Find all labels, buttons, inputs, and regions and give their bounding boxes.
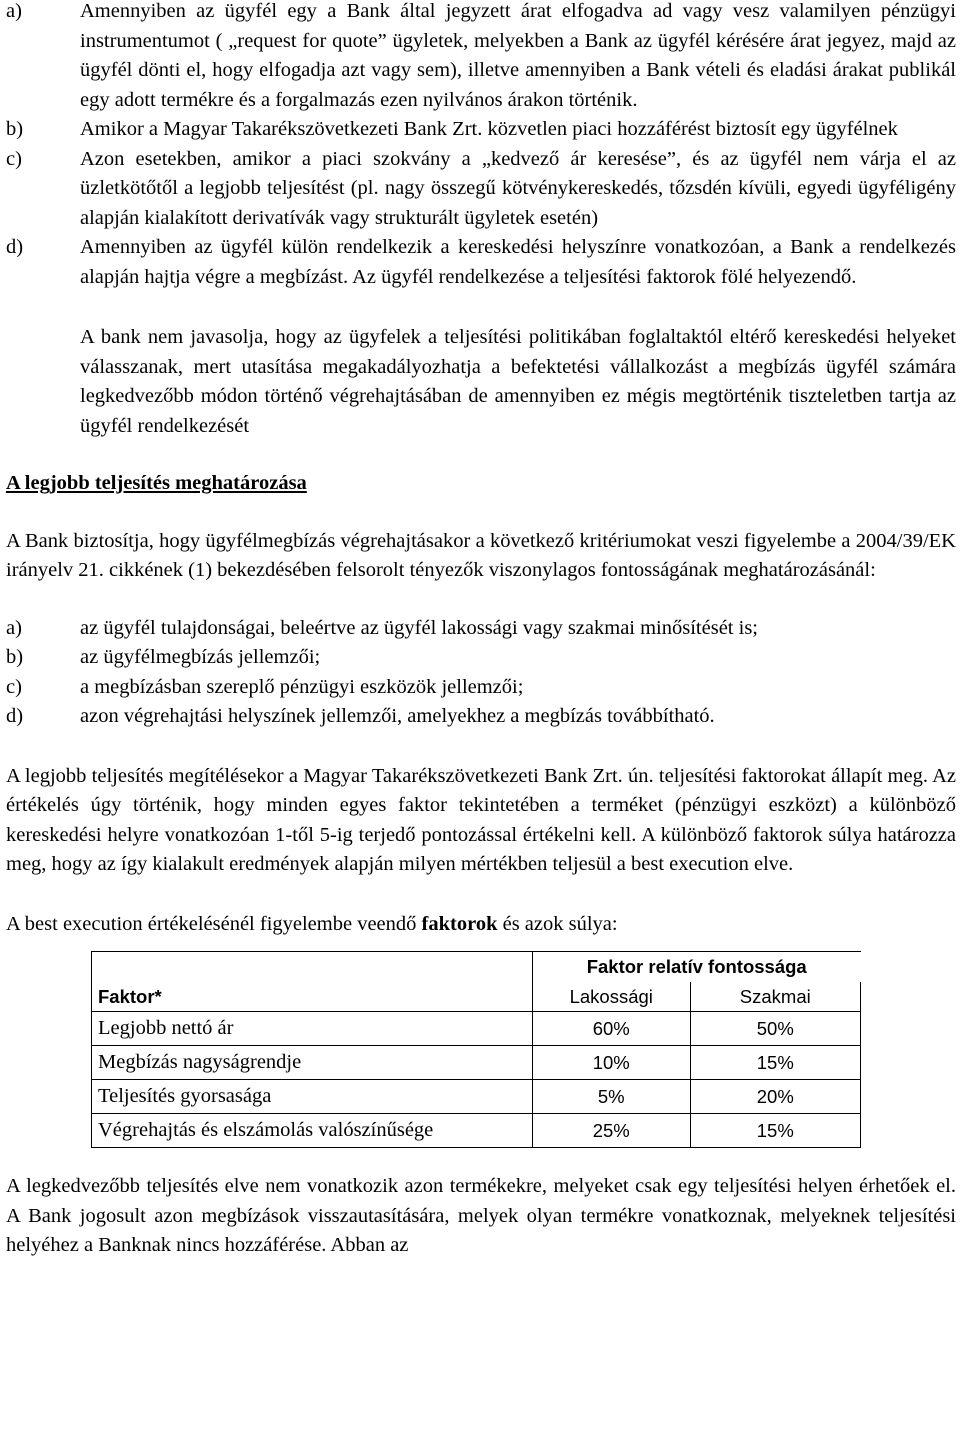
table-row [92, 1046, 861, 1080]
table-cell-factor: Megbízás nagyságrendje [92, 1046, 533, 1080]
list-marker: a) [6, 616, 22, 639]
list-marker: c) [6, 675, 22, 698]
list-item [6, 614, 956, 644]
list-item [6, 673, 956, 703]
table-cell-lakossagi: 60% [532, 1012, 690, 1046]
list-marker: d) [6, 705, 24, 727]
table-row [92, 1012, 861, 1046]
table-header-lakossagi: Lakossági [532, 982, 690, 1012]
document-page [6, 0, 956, 1261]
table-cell-lakossagi: 5% [532, 1080, 690, 1114]
table-cell-szakmai: 15% [690, 1046, 860, 1080]
table-cell-factor: Legjobb nettó ár [92, 1012, 533, 1046]
table-cell-szakmai: 15% [690, 1114, 860, 1148]
table-row [92, 1080, 861, 1114]
list-item-text: a megbízásban szereplő pénzügyi eszközök jellemzői; [80, 675, 524, 698]
table-cell-factor: Teljesítés gyorsasága [92, 1080, 533, 1114]
list-item [6, 0, 956, 115]
table-cell-szakmai: 20% [690, 1080, 860, 1114]
table-header-row [92, 982, 861, 1012]
intro-paragraph: A Bank biztosítja, hogy ügyfélmegbízás végrehajtásakor a következő kritériumokat veszi figyelembe a 2004/39/EK irányelv 21. cikkének (1) bekezdésében felsorolt tényezők viszonylagos fontosságának meghatározásánál: [6, 529, 956, 581]
list-item [6, 233, 956, 292]
list-item [6, 643, 956, 673]
table-cell-lakossagi: 25% [532, 1114, 690, 1148]
table-header-szakmai: Szakmai [690, 982, 860, 1012]
list-marker: c) [6, 147, 22, 170]
table-group-header: Faktor relatív fontossága [532, 952, 860, 982]
list-item-text: Amennyiben az ügyfél egy a Bank által jegyzett árat elfogadva ad vagy vesz valamilyen pénzügyi instrumentumot ( „request for quote” ügyletek, melyekben a Bank az ügyfél kérésére árat jegyez, majd az ügyfél dönti el, hogy elfogadja azt vagy sem), illetve amennyiben a Bank vételi és eladási árakat publikál egy adott termékre és a forgalmazás ezen nyilvános árakon történik. [80, 0, 956, 111]
factors-sentence-before: A best execution értékelésénél figyelembe veendő [6, 912, 422, 935]
table-cell-lakossagi: 10% [532, 1046, 690, 1080]
list-item [6, 702, 956, 732]
table-header-factor: Faktor* [92, 982, 533, 1012]
list-item [6, 145, 956, 234]
criteria-list [6, 614, 956, 732]
exception-list [6, 0, 956, 292]
list-item-text: azon végrehajtási helyszínek jellemzői, amelyekhez a megbízás továbbítható. [80, 705, 715, 727]
table-row [92, 1114, 861, 1148]
list-item-text: Amikor a Magyar Takarékszövetkezeti Bank Zrt. közvetlen piaci hozzáférést biztosít egy ügyfélnek [80, 118, 898, 140]
table-group-header-row [92, 952, 861, 982]
list-item-text: az ügyfélmegbízás jellemzői; [80, 646, 321, 668]
factors-sentence-after: és azok súlya: [497, 912, 618, 935]
closing-paragraph: A legkedvezőbb teljesítés elve nem vonatkozik azon termékekre, melyeket csak egy teljesítési helyen érhetőek el. A Bank jogosult azon megbízások visszautasítására, melyek olyan termékre vonatkoznak, melyeknek teljesítési helyéhez a Banknak nincs hozzáférése. Abban az [6, 1175, 956, 1256]
list-marker: b) [6, 646, 24, 668]
list-marker: b) [6, 118, 24, 140]
factors-sentence [6, 910, 956, 940]
table-header-empty-cell [92, 952, 533, 982]
factors-sentence-bold: faktorok [421, 912, 498, 935]
table-cell-szakmai: 50% [690, 1012, 860, 1046]
list-marker: a) [6, 0, 22, 22]
factor-weight-table [91, 951, 861, 1148]
list-marker: d) [6, 236, 24, 258]
list-item-text: Amennyiben az ügyfél külön rendelkezik a kereskedési helyszínre vonatkozóan, a Bank a rendelkezés alapján hajtja végre a megbízást. Az ügyfél rendelkezése a teljesítési faktorok fölé helyezendő. [80, 236, 956, 288]
table-cell-factor: Végrehajtás és elszámolás valószínűsége [92, 1114, 533, 1148]
list-item [6, 115, 956, 145]
recommendation-paragraph: A bank nem javasolja, hogy az ügyfelek a teljesítési politikában foglaltaktól eltérő kereskedési helyeket válasszanak, mert utasítása megakadályozhatja a befektetési vállalkozást a megbízás ügyfél számára legkedvezőbb módon történő végrehajtásában de amennyiben ez mégis megtörténik tiszteletben tartja az ügyfél rendelkezését [80, 326, 956, 437]
list-item-text: az ügyfél tulajdonságai, beleértve az ügyfél lakossági vagy szakmai minősítését is; [80, 616, 758, 639]
evaluation-paragraph: A legjobb teljesítés megítélésekor a Magyar Takarékszövetkezeti Bank Zrt. ún. teljesítési faktorokat állapít meg. Az értékelés úgy történik, hogy minden egyes faktor tekintetében a terméket (pénzügyi eszközt) a különböző kereskedési helyre vonatkozóan 1-től 5-ig terjedő pontozással értékelni kell. A különböző faktorok súlya határozza meg, hogy az így kialakult eredmények alapján milyen mértékben teljesül a best execution elve. [6, 764, 956, 875]
section-heading: A legjobb teljesítés meghatározása [6, 472, 307, 494]
list-item-text: Azon esetekben, amikor a piaci szokvány a „kedvező ár keresése”, és az ügyfél nem várja el az üzletkötőtől a legjobb teljesítést (pl. nagy összegű kötvénykereskedés, tőzsdén kívüli, egyedi ügyféligény alapján kialakított derivatívák vagy strukturált ügyletek esetén) [80, 147, 956, 229]
